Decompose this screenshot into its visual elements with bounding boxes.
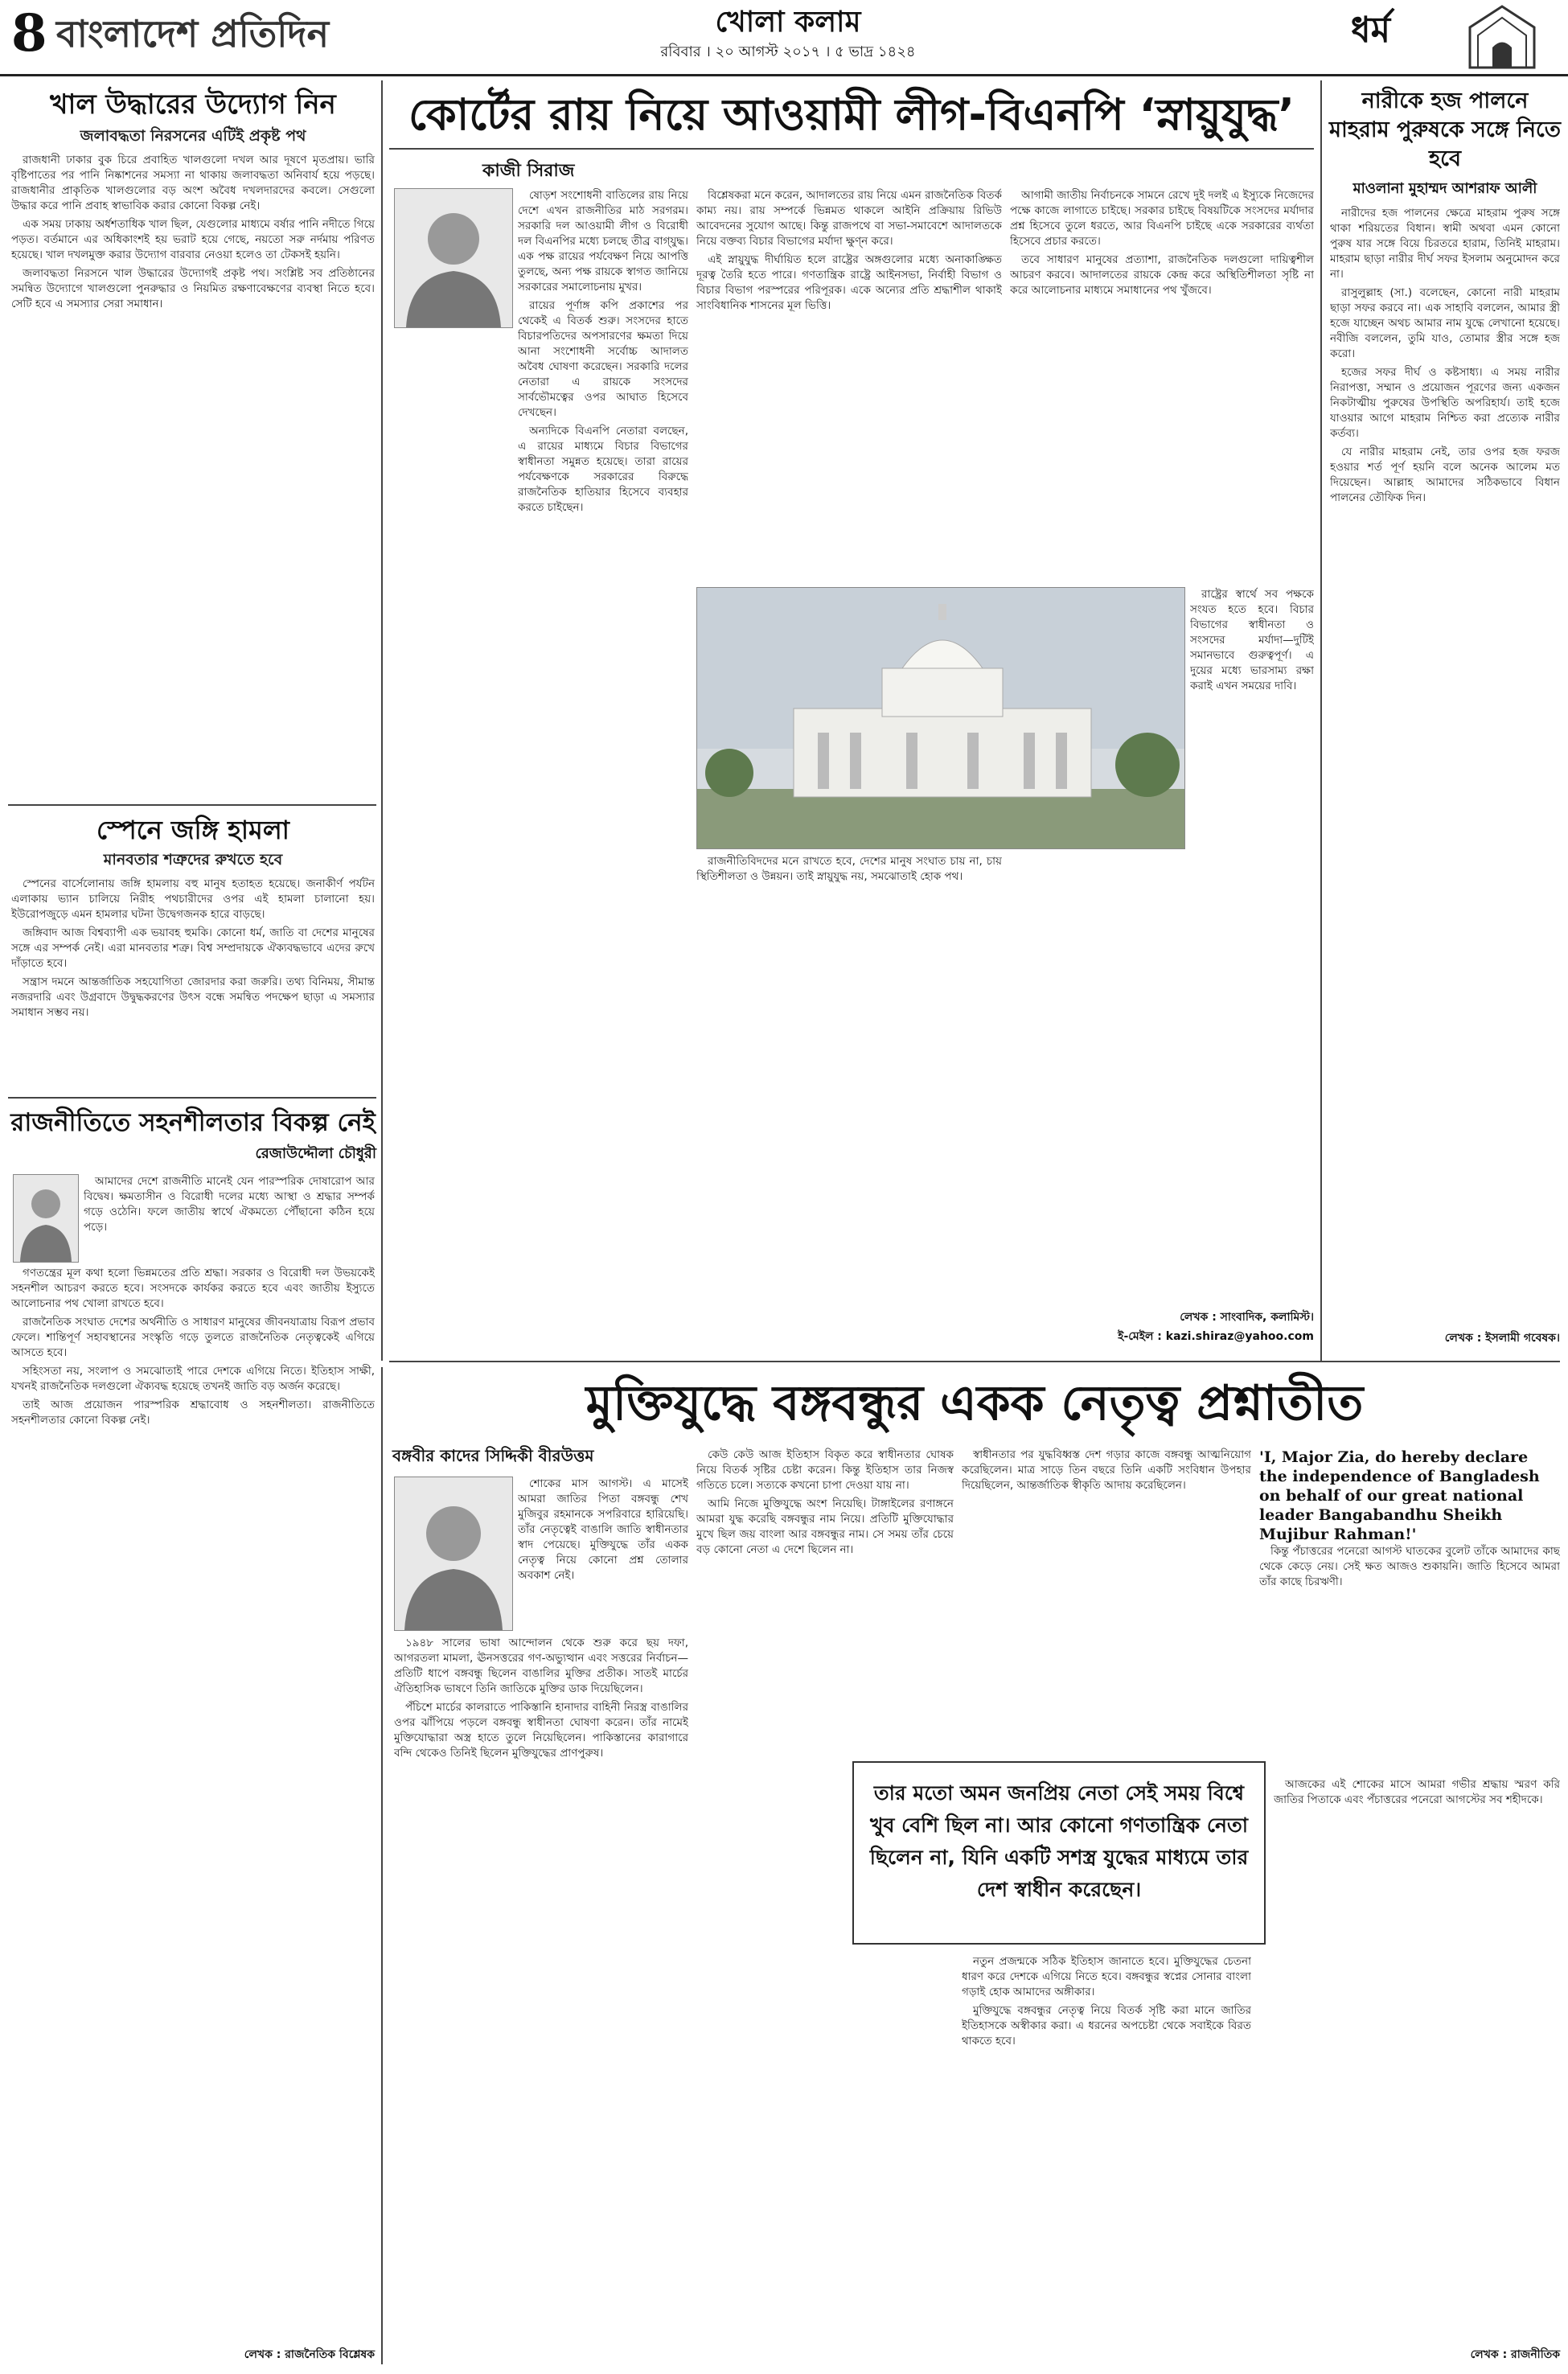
- paragraph: কিন্তু পঁচাত্তরের পনেরো আগস্ট ঘাতকের বুলেট তাঁকে আমাদের কাছ থেকে কেড়ে নেয়। সেই ক্ষত আজও শুকায়নি। জাতি হিসেবে আমরা তাঁর কাছে চিরঋণী।: [1259, 1545, 1560, 1588]
- tolerance-author-note: লেখক : রাজনৈতিক বিশ্লেষক: [244, 2348, 375, 2361]
- paragraph: ১৯৪৮ সালের ভাষা আন্দোলন থেকে শুরু করে ছয় দফা, আগরতলা মামলা, ঊনসত্তরের গণ-অভ্যুত্থান এবং সত্তরের নির্বাচন—প্রতিটি ধাপে বঙ্গবন্ধু ছিলেন বাঙালির মুক্তির প্রতীক। সাতই মার্চের ঐতিহাসিক ভাষণে তিনি জাতিকে মুক্তির ডাক দিয়েছিলেন।: [394, 1637, 688, 1695]
- paragraph: কেউ কেউ আজ ইতিহাস বিকৃত করে স্বাধীনতার ঘোষক নিয়ে বিতর্ক সৃষ্টির চেষ্টা করেন। কিন্তু ইতিহাস তার নিজস্ব গতিতে চলে। সত্যকে কখনো চাপা দেওয়া যায় না।: [696, 1448, 954, 1492]
- tolerance-intro: [84, 1174, 375, 1261]
- court-body-col3: [1010, 188, 1314, 579]
- paragraph: আমি নিজে মুক্তিযুদ্ধে অংশ নিয়েছি। টাঙ্গাইলের রণাঙ্গনে আমরা যুদ্ধ করেছি বঙ্গবন্ধুর নাম নিয়ে। প্রতিটি মুক্তিযোদ্ধার মুখে ছিল জয় বাংলা আর বঙ্গবন্ধুর নাম। সে সময় তাঁর চেয়ে বড় কোনো নেতা এ দেশে ছিলেন না।: [696, 1497, 954, 1556]
- column-rule: [1320, 80, 1322, 1361]
- court-body-col6: [1010, 854, 1314, 1304]
- masthead: [0, 0, 1568, 76]
- paragraph: আগামী জাতীয় নির্বাচনকে সামনে রেখে দুই দলই এ ইস্যুকে নিজেদের পক্ষে কাজে লাগাতে চাইছে। সরকার চাইছে বিষয়টিকে সংসদের মর্যাদার প্রশ্ন হিসেবে তুলে ধরতে, আর বিএনপি চাইছে একে সরকারের ব্যর্থতা হিসেবে প্রচার করতে।: [1010, 189, 1314, 248]
- zia-quote: 'I, Major Zia, do hereby declare the independence of Bangladesh on behalf of our great national leader Bangabandhu Sheikh Mujibur Rahman!': [1259, 1448, 1540, 1543]
- paragraph: আমাদের দেশে রাজনীতি মানেই যেন পারস্পরিক দোষারোপ আর বিদ্বেষ। ক্ষমতাসীন ও বিরোধী দলের মধ্যে আস্থা ও শ্রদ্ধার সম্পর্ক গড়ে ওঠেনি। ফলে জাতীয় স্বার্থে ঐকমত্যে পৌঁছানো কঠিন হয়ে পড়ে।: [84, 1175, 375, 1234]
- paragraph: সহিংসতা নয়, সংলাপ ও সমঝোতাই পারে দেশকে এগিয়ে নিতে। ইতিহাস সাক্ষী, যখনই রাজনৈতিক দলগুলো ঐক্যবদ্ধ হয়েছে তখনই জাতি বড় অর্জন করেছে।: [11, 1365, 375, 1393]
- paragraph: হজের সফর দীর্ঘ ও কষ্টসাধ্য। এ সময় নারীর নিরাপত্তা, সম্মান ও প্রয়োজন পূরণের জন্য একজন নিকটাত্মীয় পুরুষের উপস্থিতি অপরিহার্য। তাই হজে যাওয়ার আগে মাহরাম নিশ্চিত করা প্রত্যেক নারীর কর্তব্য।: [1330, 366, 1560, 440]
- paragraph: রাষ্ট্রের স্বার্থে সব পক্ষকে সংযত হতে হবে। বিচার বিভাগের স্বাধীনতা ও সংসদের মর্যাদা—দুটিই সমানভাবে গুরুত্বপূর্ণ। এ দুয়ের মধ্যে ভারসাম্য রক্ষা করাই এখন সময়ের দাবি।: [1190, 588, 1314, 692]
- spain-subhead: মানবতার শত্রুদের রুখতে হবে: [103, 851, 283, 869]
- hajj-body: [1330, 206, 1560, 1308]
- paragraph: জলাবদ্ধতা নিরসনে খাল উদ্ধারের উদ্যোগই প্রকৃষ্ট পথ। সংশ্লিষ্ট সব প্রতিষ্ঠানের সমন্বিত উদ্যোগে খালগুলো পুনরুদ্ধার ও নিয়মিত রক্ষণাবেক্ষণের ব্যবস্থা নিতে হবে। সেটি হবে এ সমস্যার সেরা সমাধান।: [11, 267, 375, 310]
- person-icon: [395, 189, 512, 327]
- section-rule: [8, 804, 376, 806]
- hajj-byline: মাওলানা মুহাম্মদ আশরাফ আলী: [1353, 180, 1537, 197]
- rubric-religion: ধর্ম: [1351, 10, 1391, 51]
- dateline: রবিবার । ২০ আগস্ট ২০১৭ । ৫ ভাদ্র ১৪২৪: [660, 43, 916, 60]
- paragraph: সন্ত্রাস দমনে আন্তর্জাতিক সহযোগিতা জোরদার করা জরুরি। তথ্য বিনিময়, সীমান্ত নজরদারি এবং উগ্রবাদে উদ্বুদ্ধকরণের উৎস বন্ধে সমন্বিত পদক্ষেপ ছাড়া এ সমস্যার সমাধান সম্ভব নয়।: [11, 975, 375, 1019]
- paragraph: রাজনীতিবিদদের মনে রাখতে হবে, দেশের মানুষ সংঘাত চায় না, চায় স্থিতিশীলতা ও উন্নয়ন। তাই স্নায়ুযুদ্ধ নয়, সমঝোতাই হোক পথ।: [696, 855, 1002, 883]
- paragraph: গণতন্ত্রের মূল কথা হলো ভিন্নমতের প্রতি শ্রদ্ধা। সরকার ও বিরোধী দল উভয়কেই সহনশীল আচরণ করতে হবে। সংসদকে কার্যকর করতে হবে এবং জাতীয় ইস্যুতে আলোচনার পথ খোলা রাখতে হবে।: [11, 1267, 375, 1310]
- canal-body: [11, 153, 375, 796]
- hajj-headline: নারীকে হজ পালনে মাহরাম পুরুষকে সঙ্গে নিতে হবে: [1328, 88, 1562, 171]
- liberation-headline: মুক্তিযুদ্ধে বঙ্গবন্ধুর একক নেতৃত্ব প্রশ্নাতীত: [585, 1375, 1364, 1431]
- mosque-icon: [1462, 3, 1542, 71]
- court-body-col2: [696, 188, 1002, 579]
- court-author-note: লেখক : সাংবাদিক, কলামিস্ট।: [1180, 1311, 1314, 1324]
- section-rule: [8, 1097, 376, 1099]
- author-photo: [13, 1174, 79, 1263]
- paragraph: রাজধানী ঢাকার বুক চিরে প্রবাহিত খালগুলো দখল আর দূষণে মৃতপ্রায়। ভারি বৃষ্টিপাতের পর পানি নিষ্কাশনের সমস্যা না থাকায় জলাবদ্ধতা অনিবার্য হয়ে পড়ছে। রাজধানীর প্রাকৃতিক খালগুলোর বড় অংশ অবৈধ দখলদারদের কবলে। সেগুলো উদ্ধার করে পানি প্রবাহ স্বাভাবিক করার কোনো বিকল্প নেই।: [11, 154, 375, 212]
- liberation-body-col3: [962, 1448, 1251, 1753]
- paragraph: যে নারীর মাহরাম নেই, তার ওপর হজ ফরজ হওয়ার শর্ত পূর্ণ হয়নি বলে অনেক আলেম মত দিয়েছেন। আল্লাহ আমাদের সঠিকভাবে বিধান পালনের তৌফিক দিন।: [1330, 446, 1560, 504]
- spain-body: [11, 877, 375, 1090]
- canal-headline: খাল উদ্ধারের উদ্যোগ নিন: [50, 88, 336, 121]
- court-body-col5: [696, 854, 1002, 1304]
- paragraph: এই স্নায়ুযুদ্ধ দীর্ঘায়িত হলে রাষ্ট্রের অঙ্গগুলোর মধ্যে অনাকাঙ্ক্ষিত দূরত্ব তৈরি হতে পারে। গণতান্ত্রিক রাষ্ট্রে আইনসভা, নির্বাহী বিভাগ ও বিচার বিভাগ পরস্পরের পরিপূরক। একে অন্যের প্রতি শ্রদ্ধাশীল থাকাই সাংবিধানিক শাসনের মূল ভিত্তি।: [696, 253, 1002, 312]
- hajj-author-note: লেখক : ইসলামী গবেষক।: [1444, 1332, 1560, 1345]
- tolerance-headline: রাজনীতিতে সহনশীলতার বিকল্প নেই: [10, 1108, 376, 1137]
- supreme-court-photo: [696, 587, 1185, 849]
- paragraph: আজকের এই শোকের মাসে আমরা গভীর শ্রদ্ধায় স্মরণ করি জাতির পিতাকে এবং পঁচাত্তরের পনেরো আগস্টের সব শহীদকে।: [1274, 1778, 1560, 1806]
- paragraph: মুক্তিযুদ্ধে বঙ্গবন্ধুর নেতৃত্ব নিয়ে বিতর্ক সৃষ্টি করা মানে জাতির ইতিহাসকে অস্বীকার করা। এ ধরনের অপচেষ্টা থেকে সবাইকে বিরত থাকতে হবে।: [962, 2004, 1251, 2047]
- section-rule: [389, 1361, 1560, 1362]
- person-icon: [14, 1175, 78, 1262]
- liberation-body-col5: [962, 1954, 1251, 2360]
- canal-subhead: জলাবদ্ধতা নিরসনের এটিই প্রকৃষ্ট পথ: [80, 127, 306, 145]
- paragraph: ষোড়শ সংশোধনী বাতিলের রায় নিয়ে দেশে এখন রাজনীতির মাঠ সরগরম। সরকারি দল আওয়ামী লীগ ও বিরোধী দল বিএনপির মধ্যে চলছে তীব্র বাগ্‌যুদ্ধ। এক পক্ষ রায়ের পর্যবেক্ষণ নিয়ে আপত্তি তুলছে, অন্য পক্ষ রায়কে স্বাগত জানিয়ে সরকারের সমালোচনায় মুখর।: [518, 189, 688, 294]
- court-byline: কাজী সিরাজ: [482, 161, 575, 181]
- paragraph: পঁচিশে মার্চের কালরাতে পাকিস্তানি হানাদার বাহিনী নিরস্ত্র বাঙালির ওপর ঝাঁপিয়ে পড়লে বঙ্গবন্ধু স্বাধীনতা ঘোষণা করেন। তাঁর নামেই মুক্তিযোদ্ধারা অস্ত্র হাতে তুলে নিয়েছিলেন। পাকিস্তানের কারাগারে বন্দি থেকেও তিনিই ছিলেন মুক্তিযুদ্ধের প্রাণপুরুষ।: [394, 1701, 688, 1760]
- author-photo: [394, 188, 513, 328]
- person-icon: [395, 1477, 512, 1630]
- liberation-author-note: লেখক : রাজনীতিক: [1470, 2348, 1560, 2361]
- paragraph: জঙ্গিবাদ আজ বিশ্বব্যাপী এক ভয়াবহ হুমকি। কোনো ধর্ম, জাতি বা দেশের মানুষের সঙ্গে এর সম্পর্ক নেই। এরা মানবতার শত্রু। বিশ্ব সম্প্রদায়কে ঐক্যবদ্ধভাবে এদের রুখে দাঁড়াতে হবে।: [11, 926, 375, 970]
- liberation-body-col6: [1274, 1777, 1560, 2340]
- paragraph: তবে সাধারণ মানুষের প্রত্যাশা, রাজনৈতিক দলগুলো দায়িত্বশীল আচরণ করবে। আদালতের রায়কে কেন্দ্র করে অস্থিতিশীলতা সৃষ্টি না করে আলোচনার মাধ্যমে সমাধানের পথ খুঁজবে।: [1010, 253, 1314, 297]
- paragraph: বিশ্লেষকরা মনে করেন, আদালতের রায় নিয়ে এমন রাজনৈতিক বিতর্ক কাম্য নয়। রায় সম্পর্কে ভিন্নমত থাকলে আইনি প্রক্রিয়ায় রিভিউ আবেদনের সুযোগ আছে। কিন্তু রাজপথে বা সভা-সমাবেশে আদালতকে নিয়ে বক্তব্য বিচার বিভাগের মর্যাদা ক্ষুণ্ন করে।: [696, 189, 1002, 248]
- paragraph: শোকের মাস আগস্ট। এ মাসেই আমরা জাতির পিতা বঙ্গবন্ধু শেখ মুজিবুর রহমানকে সপরিবারে হারিয়েছি। তাঁর নেতৃত্বেই বাঙালি জাতি স্বাধীনতার স্বাদ পেয়েছে। মুক্তিযুদ্ধে তাঁর একক নেতৃত্ব নিয়ে কোনো প্রশ্ন তোলার অবকাশ নেই।: [518, 1477, 688, 1582]
- paragraph: স্পেনের বার্সেলোনায় জঙ্গি হামলায় বহু মানুষ হতাহত হয়েছে। জনাকীর্ণ পর্যটন এলাকায় ভ্যান চালিয়ে নিরীহ পথচারীদের ওপর এই হামলা চালানো হয়। ইউরোপজুড়ে এমন হামলার ঘটনা উদ্বেগজনক হারে বাড়ছে।: [11, 877, 375, 921]
- court-headline: কোর্টের রায় নিয়ে আওয়ামী লীগ-বিএনপি ‘স্নায়ুযুদ্ধ’: [389, 87, 1314, 150]
- section-title: খোলা কলাম: [715, 6, 861, 39]
- column-rule: [381, 1367, 383, 2364]
- tolerance-byline: রেজাউদ্দৌলা চৌধুরী: [255, 1145, 376, 1162]
- court-body-col4: [1190, 587, 1314, 848]
- paragraph: স্বাধীনতার পর যুদ্ধবিধ্বস্ত দেশ গড়ার কাজে বঙ্গবন্ধু আত্মনিয়োগ করেছিলেন। মাত্র সাড়ে তিন বছরে তিনি একটি সংবিধান উপহার দিয়েছিলেন, আন্তর্জাতিক স্বীকৃতি আদায় করেছিলেন।: [962, 1448, 1251, 1492]
- author-photo: [394, 1477, 513, 1631]
- court-body-col1: [518, 188, 688, 1346]
- paragraph: অন্যদিকে বিএনপি নেতারা বলছেন, এ রায়ের মাধ্যমে বিচার বিভাগের স্বাধীনতা সমুন্নত হয়েছে। তারা রায়ের পর্যবেক্ষণকে সরকারের বিরুদ্ধে রাজনৈতিক হাতিয়ার হিসেবে ব্যবহার করতে চাইছেন।: [518, 425, 688, 514]
- liberation-body-col4: [1259, 1544, 1560, 1769]
- paragraph: নতুন প্রজন্মকে সঠিক ইতিহাস জানাতে হবে। মুক্তিযুদ্ধের চেতনা ধারণ করে দেশকে এগিয়ে নিতে হবে। বঙ্গবন্ধুর স্বপ্নের সোনার বাংলা গড়াই হোক আমাদের অঙ্গীকার।: [962, 1955, 1251, 1998]
- paragraph: এক সময় ঢাকায় অর্ধশতাধিক খাল ছিল, যেগুলোর মাধ্যমে বর্ষার পানি নদীতে গিয়ে পড়ত। বর্তমানে এর অধিকাংশই হয় ভরাট হয়ে গেছে, নয়তো সরু নর্দমায় পরিণত হয়েছে। খাল দখলমুক্ত করার উদ্যোগ বারবার নেওয়া হলেও তা টেকসই হয়নি।: [11, 218, 375, 261]
- page-number: 8: [11, 3, 47, 64]
- court-building-icon: [697, 588, 1184, 848]
- pull-quote: তার মতো অমন জনপ্রিয় নেতা সেই সময় বিশ্বে খুব বেশি ছিল না। আর কোনো গণতান্ত্রিক নেতা ছিলেন না, যিনি একটি সশস্ত্র যুদ্ধের মাধ্যমে তার দেশ স্বাধীন করেছেন।: [852, 1761, 1266, 1945]
- paper-name: বাংলাদেশ প্রতিদিন: [56, 12, 330, 55]
- column-rule: [381, 80, 383, 1361]
- paragraph: রাজনৈতিক সংঘাত দেশের অর্থনীতি ও সাধারণ মানুষের জীবনযাত্রায় বিরূপ প্রভাব ফেলে। শান্তিপূর্ণ সহাবস্থানের সংস্কৃতি গড়ে তুলতে রাজনৈতিক নেতৃত্বকেই এগিয়ে আসতে হবে।: [11, 1316, 375, 1359]
- paragraph: রাসুলুল্লাহ (সা.) বলেছেন, কোনো নারী মাহরাম ছাড়া সফর করবে না। এক সাহাবি বললেন, আমার স্ত্রী হজে যাচ্ছেন অথচ আমার নাম যুদ্ধে লেখানো হয়েছে। নবীজি বললেন, তুমি যাও, তোমার স্ত্রীর সঙ্গে হজ করো।: [1330, 286, 1560, 360]
- paragraph: তাই আজ প্রয়োজন পারস্পরিক শ্রদ্ধাবোধ ও সহনশীলতা। রাজনীতিতে সহনশীলতার কোনো বিকল্প নেই।: [11, 1399, 375, 1427]
- liberation-body-col1: [394, 1636, 688, 2360]
- liberation-byline: বঙ্গবীর কাদের সিদ্দিকী বীরউত্তম: [392, 1446, 594, 1465]
- paragraph: রায়ের পূর্ণাঙ্গ কপি প্রকাশের পর থেকেই এ বিতর্ক শুরু। সংসদের হাতে বিচারপতিদের অপসারণের ক্ষমতা দিয়ে আনা সংশোধনী সর্বোচ্চ আদালত অবৈধ ঘোষণা করেছেন। সরকারি দলের নেতারা এ রায়কে সংসদের সার্বভৌমত্বের ওপর আঘাত হিসেবে দেখছেন।: [518, 299, 688, 419]
- court-email[interactable]: ই-মেইল : kazi.shiraz@yahoo.com: [1118, 1330, 1314, 1343]
- paragraph: নারীদের হজ পালনের ক্ষেত্রে মাহরাম পুরুষ সঙ্গে থাকা শরিয়তের বিধান। স্বামী অথবা এমন কোনো পুরুষ যার সঙ্গে বিয়ে চিরতরে হারাম, তিনিই মাহরাম। মাহরাম ছাড়া নারীর দীর্ঘ সফর ইসলাম অনুমোদন করে না।: [1330, 207, 1560, 281]
- tolerance-body: [11, 1266, 375, 2335]
- liberation-intro: [518, 1477, 688, 1629]
- spain-headline: স্পেনে জঙ্গি হামলা: [96, 815, 289, 845]
